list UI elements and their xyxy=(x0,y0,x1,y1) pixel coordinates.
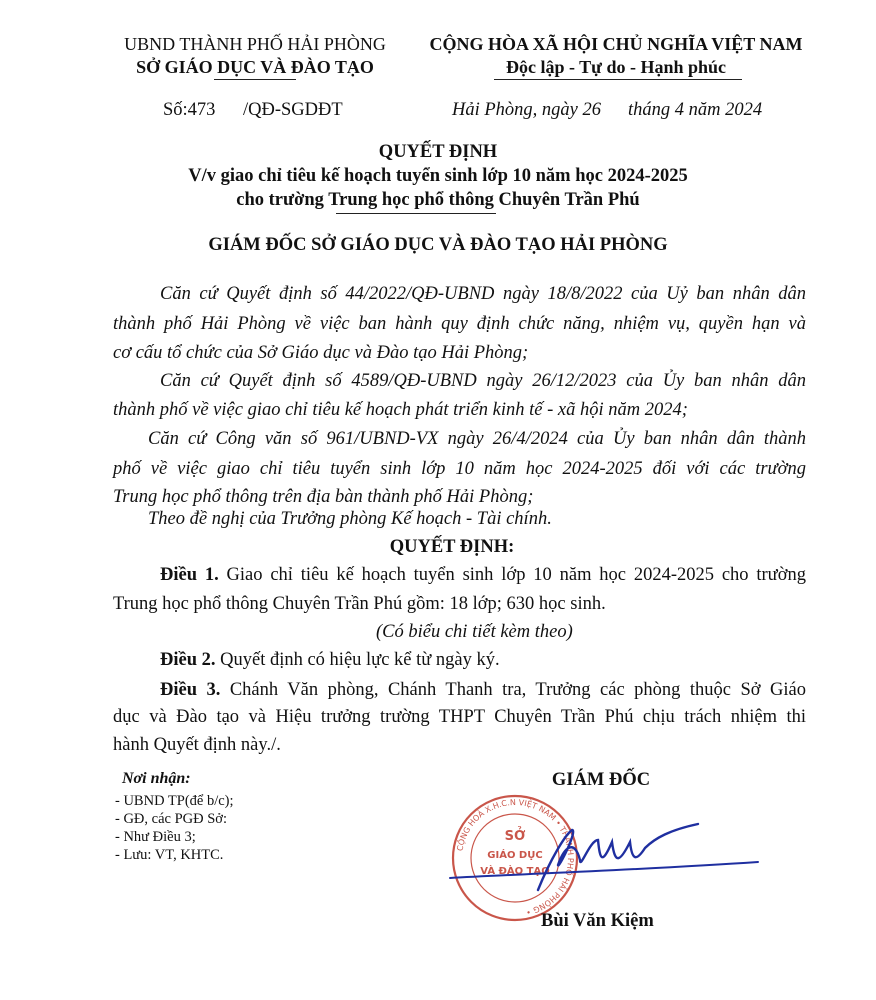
preamble-line: Theo đề nghị của Trưởng phòng Kế hoạch - Tài chính. xyxy=(148,509,552,529)
decision-heading: QUYẾT ĐỊNH: xyxy=(389,537,515,557)
place-date-month-year: tháng 4 năm 2024 xyxy=(628,100,763,120)
official-stamp-and-signature xyxy=(440,790,760,930)
preamble-line: Trung học phổ thông trên địa bàn thành phố Hải Phòng; xyxy=(113,487,534,507)
article-2-label: Điều 2. xyxy=(160,650,216,670)
nation-title: CỘNG HÒA XÃ HỘI CHỦ NGHĨA VIỆT NAM xyxy=(429,34,803,54)
svg-text:CỘNG HOÀ X.H.C.N VIỆT NAM • TH: CỘNG HOÀ X.H.C.N VIỆT NAM • THÀNH PHỐ HẢI PHÒNG • xyxy=(455,797,576,917)
document-heading: QUYẾT ĐỊNH xyxy=(378,142,498,162)
preamble-line: cơ cấu tổ chức của Sở Giáo dục và Đào tạo Hải Phòng; xyxy=(113,343,529,363)
article-3-label: Điều 3. xyxy=(160,680,221,700)
subject-underline xyxy=(336,213,496,214)
agency-parent: UBND THÀNH PHỐ HẢI PHÒNG xyxy=(124,34,386,54)
svg-text:SỞ: SỞ xyxy=(504,829,526,844)
motto: Độc lập - Tự do - Hạnh phúc xyxy=(505,57,727,77)
recipients-label: Nơi nhận: xyxy=(122,770,191,787)
signer-position: GIÁM ĐỐC xyxy=(551,770,651,790)
place-date: Hải Phòng, ngày 26 xyxy=(452,100,602,120)
article-3-line-3: hành Quyết định này./. xyxy=(113,735,281,755)
svg-text:GIÁO DỤC: GIÁO DỤC xyxy=(487,850,543,861)
article-2: Điều 2. Quyết định có hiệu lực kể từ ngày ký. xyxy=(160,650,500,670)
agency-underline xyxy=(214,79,296,80)
issuing-authority: GIÁM ĐỐC SỞ GIÁO DỤC VÀ ĐÀO TẠO HẢI PHÒNG xyxy=(208,235,668,255)
article-3-line-1: Điều 3. Chánh Văn phòng, Chánh Thanh tra, Trưởng các phòng thuộc Sở Giáo xyxy=(160,680,806,700)
document-number-suffix: /QĐ-SGDĐT xyxy=(243,100,343,120)
recipient-item: - Như Điều 3; xyxy=(115,829,196,845)
motto-underline xyxy=(494,79,742,80)
svg-text:VÀ ĐÀO TẠO: VÀ ĐÀO TẠO xyxy=(480,866,550,877)
preamble-line: Căn cứ Quyết định số 44/2022/QĐ-UBND ngày 18/8/2022 của Uỷ ban nhân dân xyxy=(160,284,806,304)
stamp-icon xyxy=(453,796,577,920)
agency-name: SỞ GIÁO DỤC VÀ ĐÀO TẠO xyxy=(136,57,374,77)
article-1-label: Điều 1. xyxy=(160,565,219,585)
recipient-item: - GĐ, các PGĐ Sở: xyxy=(115,811,227,827)
recipient-item: - Lưu: VT, KHTC. xyxy=(115,847,224,863)
recipient-item: - UBND TP(để b/c); xyxy=(115,793,234,809)
article-3-line-2: dục và Đào tạo và Hiệu trưởng trường THPT Chuyên Trần Phú chịu trách nhiệm thi xyxy=(113,707,806,727)
preamble-line: Căn cứ Quyết định số 4589/QĐ-UBND ngày 26/12/2023 của Ủy ban nhân dân xyxy=(160,371,806,391)
signer-name: Bùi Văn Kiệm xyxy=(541,911,654,931)
preamble-line: phố về việc giao chỉ tiêu tuyển sinh lớp 10 năm học 2024-2025 đối với các trường xyxy=(113,459,806,479)
preamble-line: thành phố về việc giao chỉ tiêu kế hoạch phát triển kinh tế - xã hội năm 2024; xyxy=(113,400,688,420)
article-1-note: (Có biểu chi tiết kèm theo) xyxy=(376,622,573,642)
article-1-line-1: Điều 1. Giao chỉ tiêu kế hoạch tuyển sinh lớp 10 năm học 2024-2025 cho trường xyxy=(160,565,806,585)
article-1-line-2: Trung học phổ thông Chuyên Trần Phú gồm: 18 lớp; 630 học sinh. xyxy=(113,594,606,614)
preamble-line: thành phố Hải Phòng về việc ban hành quy định chức năng, nhiệm vụ, quyền hạn và xyxy=(113,314,806,334)
document-subject-line-2: cho trường Trung học phổ thông Chuyên Trần Phú xyxy=(236,190,640,210)
preamble-line: Căn cứ Công văn số 961/UBND-VX ngày 26/4/2024 của Ủy ban nhân dân thành xyxy=(148,429,806,449)
document-number: Số:473 xyxy=(163,100,216,120)
document-subject-line-1: V/v giao chỉ tiêu kế hoạch tuyển sinh lớp 10 năm học 2024-2025 xyxy=(188,166,688,186)
